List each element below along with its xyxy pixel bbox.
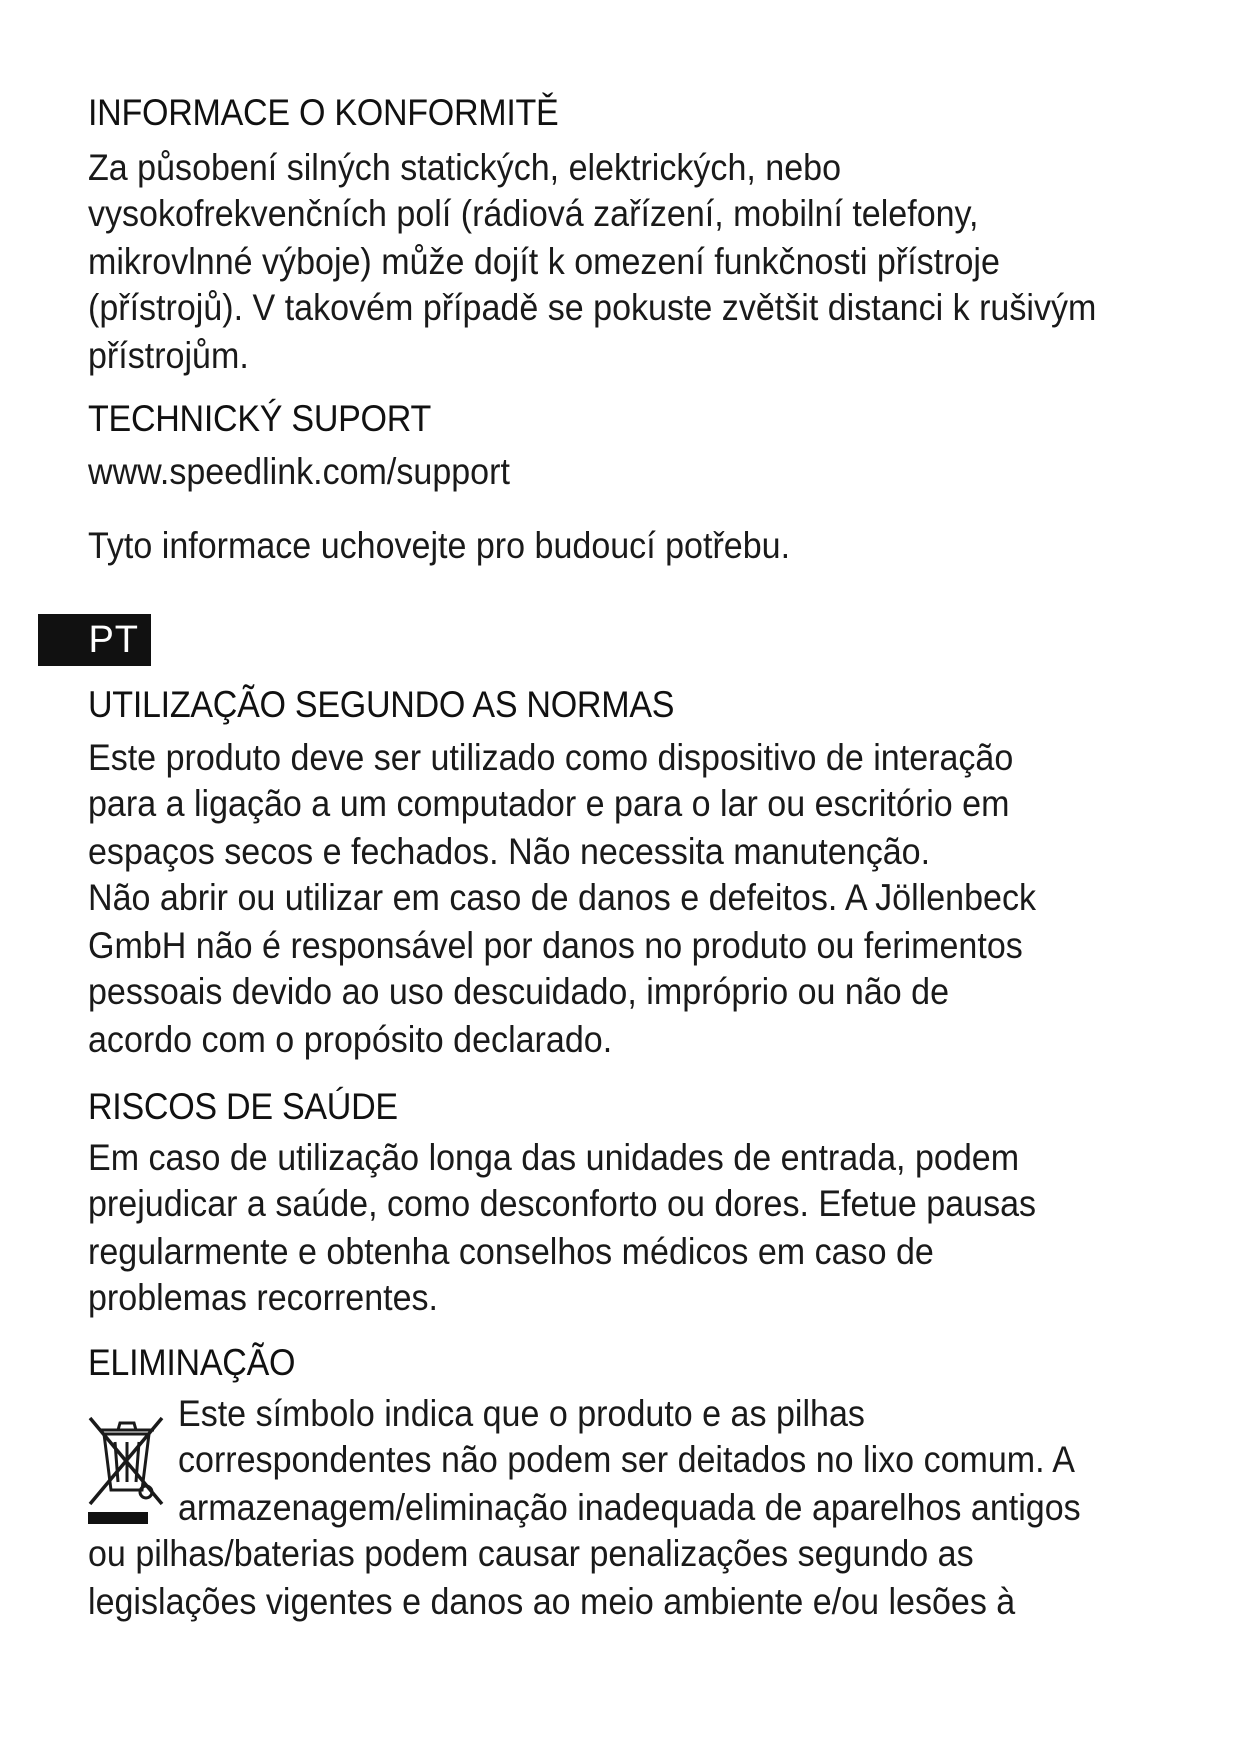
- keep-info-note: Tyto informace uchovejte pro budoucí potřebu.: [88, 525, 791, 566]
- language-tag: PT: [38, 614, 151, 666]
- health-risks-line: regularmente e obtenha conselhos médicos em caso de: [88, 1231, 934, 1272]
- crossed-out-wheelie-bin-icon: [84, 1408, 166, 1526]
- support-heading: TECHNICKÝ SUPORT: [88, 398, 431, 439]
- intended-use-line: Este produto deve ser utilizado como dispositivo de interação: [88, 737, 1014, 778]
- disposal-line: correspondentes não podem ser deitados no lixo comum. A: [178, 1439, 1075, 1480]
- conformity-line: mikrovlnné výboje) může dojít k omezení funkčnosti přístroje: [88, 241, 1000, 282]
- support-url: www.speedlink.com/support: [88, 451, 510, 492]
- health-risks-line: prejudicar a saúde, como desconforto ou dores. Efetue pausas: [88, 1183, 1037, 1224]
- disposal-line: ou pilhas/baterias podem causar penalizações segundo as: [88, 1533, 974, 1574]
- conformity-line: vysokofrekvenčních polí (rádiová zařízení, mobilní telefony,: [88, 193, 979, 234]
- conformity-line: (přístrojů). V takovém případě se pokuste zvětšit distanci k rušivým: [88, 287, 1097, 328]
- intended-use-line: para a ligação a um computador e para o lar ou escritório em: [88, 783, 1010, 824]
- intended-use-line: acordo com o propósito declarado.: [88, 1019, 613, 1060]
- conformity-heading: INFORMACE O KONFORMITĚ: [88, 92, 559, 133]
- disposal-heading: ELIMINAÇÃO: [88, 1342, 296, 1383]
- intended-use-line: espaços secos e fechados. Não necessita manutenção.: [88, 831, 931, 872]
- health-risks-line: Em caso de utilização longa das unidades de entrada, podem: [88, 1137, 1020, 1178]
- intended-use-line: pessoais devido ao uso descuidado, impróprio ou não de: [88, 971, 950, 1012]
- intended-use-line: Não abrir ou utilizar em caso de danos e defeitos. A Jöllenbeck: [88, 877, 1037, 918]
- conformity-line: Za působení silných statických, elektrických, nebo: [88, 147, 842, 188]
- intended-use-line: GmbH não é responsável por danos no produto ou ferimentos: [88, 925, 1023, 966]
- health-risks-line: problemas recorrentes.: [88, 1277, 439, 1318]
- disposal-line: armazenagem/eliminação inadequada de aparelhos antigos: [178, 1487, 1081, 1528]
- conformity-line: přístrojům.: [88, 335, 249, 376]
- disposal-line: Este símbolo indica que o produto e as pilhas: [178, 1393, 865, 1434]
- health-risks-heading: RISCOS DE SAÚDE: [88, 1086, 398, 1127]
- intended-use-heading: UTILIZAÇÃO SEGUNDO AS NORMAS: [88, 684, 675, 725]
- disposal-line: legislações vigentes e danos ao meio ambiente e/ou lesões à: [88, 1581, 1016, 1622]
